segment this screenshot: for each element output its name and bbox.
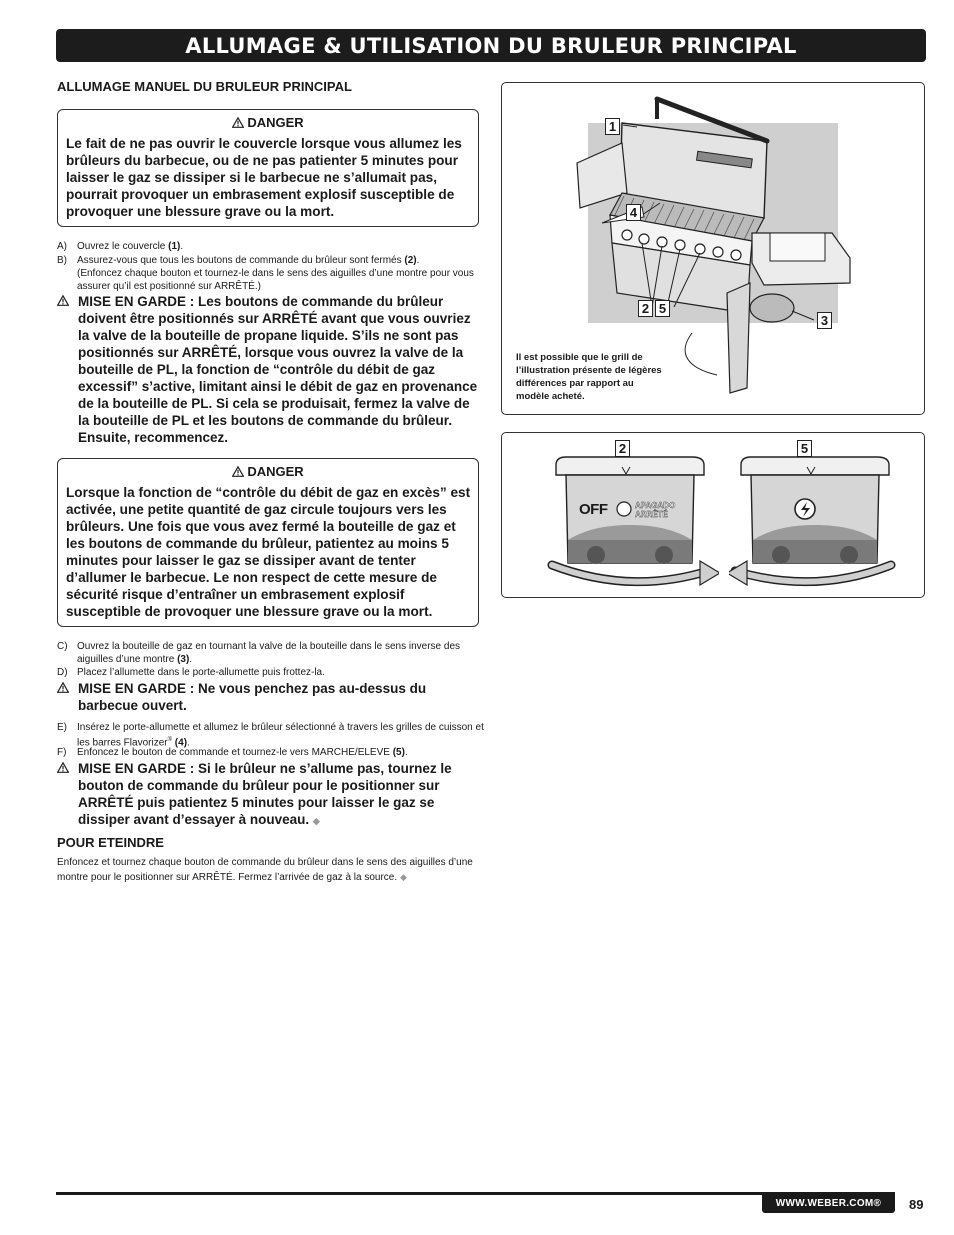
figure-caption: Il est possible que le grill de l’illustration présente de légères différences par rapport au modèle acheté. bbox=[516, 352, 662, 402]
danger-box-1 bbox=[57, 109, 479, 227]
danger-body: Lorsque la fonction de “contrôle du débit de gaz en excès” est activée, une petite quantité de gaz circule toujours vers les brûleurs. Une fois que vous avez fermé la bouteille de gaz et les boutons de commande du brûleur, patientez au moins 5 minutes pour laisser le gaz se dissiper avant de tenter d’allumer le barbecue. Le non respect de cette mesure de sécurité risque d’entraîner un embrasement explosif susceptible de provoquer une blessure grave ou la mort. bbox=[66, 485, 471, 619]
warning-icon bbox=[57, 762, 69, 773]
step-d: D) Placez l’allumette dans le porte-allumette puis frottez-la. bbox=[57, 667, 325, 678]
warning-icon bbox=[57, 295, 69, 306]
danger-box-2 bbox=[57, 458, 479, 627]
callout-knob-on: 5 bbox=[797, 440, 812, 457]
callout-knobs-on: 5 bbox=[655, 300, 670, 317]
step-a: A) Ouvrez le couvercle (1). bbox=[57, 241, 184, 252]
step-c: C) Ouvrez la bouteille de gaz en tournant la valve de la bouteille dans le sens inverse des aiguilles d’une montre (3). bbox=[57, 641, 461, 665]
page-number: 89 bbox=[909, 1197, 924, 1212]
knob-off-text: APAGADO ARRÊTÉ bbox=[635, 501, 676, 519]
warning-icon bbox=[57, 682, 69, 693]
section-title: POUR ETEINDRE bbox=[57, 835, 164, 850]
danger-body: Le fait de ne pas ouvrir le couvercle lorsque vous allumez les brûleurs du barbecue, ou de ne pas patienter 5 minutes pour laisser le gaz se dissiper si le barbecue ne s’allumait pas, pourrait provoquer un embrasement explosif susceptible de provoquer une blessure grave ou la mort. bbox=[66, 136, 462, 219]
section-body: Enfoncez et tournez chaque bouton de commande du brûleur dans le sens des aiguilles d’une montre pour le positionner sur ARRÊTÉ. Fermez l’arrivée de gaz à la source. ◆ bbox=[57, 857, 473, 883]
caution-2: MISE EN GARDE : Ne vous penchez pas au-dessus du barbecue ouvert. bbox=[57, 680, 482, 714]
callout-knob-off: 2 bbox=[615, 440, 630, 457]
warning-icon bbox=[232, 466, 244, 477]
caution-3: MISE EN GARDE : Si le brûleur ne s’allume pas, tournez le bouton de commande du brûleur pour le positionner sur ARRÊTÉ puis patientez 5 minutes pour laisser le gaz se dissiper avant d’essayer à nouveau. ◆ bbox=[57, 760, 482, 830]
page-banner: ALLUMAGE & UTILISATION DU BRULEUR PRINCIPAL bbox=[56, 29, 926, 62]
step-f: F) Enfoncez le bouton de commande et tournez-le vers MARCHE/ELEVE (5). bbox=[57, 747, 408, 758]
knob-off-label: OFF bbox=[579, 501, 608, 518]
warning-icon bbox=[232, 117, 244, 128]
callout-lid: 1 bbox=[605, 118, 620, 135]
callout-grates: 4 bbox=[626, 204, 641, 221]
end-mark-icon: ◆ bbox=[312, 816, 320, 826]
knob-figure bbox=[501, 432, 925, 598]
danger-title: DANGER bbox=[58, 464, 478, 479]
section-title: ALLUMAGE MANUEL DU BRULEUR PRINCIPAL bbox=[57, 79, 352, 94]
danger-title: DANGER bbox=[58, 115, 478, 130]
callout-knobs-off: 2 bbox=[638, 300, 653, 317]
step-b: B) Assurez-vous que tous les boutons de commande du brûleur sont fermés (2). (Enfoncez chaque bouton et tournez-le dans le sens des aiguilles d’une montre pour vous assurer qu’il est positionné sur ARRÊTÉ.) bbox=[57, 255, 474, 292]
caution-1: MISE EN GARDE : Les boutons de commande du brûleur doivent être positionnés sur ARRÊTÉ avant que vous ouvriez la valve de la bouteille de propane liquide. S’ils ne sont pas positionnés sur ARRÊTÉ, lorsque vous ouvrez la valve de la bouteille de PL, la fonction de “contrôle du débit de gaz excessif” s’active, limitant ainsi le débit de gaz en provenance de la bouteille de PL. Si cela se produisait, fermez la valve de la bouteille de PL et les boutons de commande du brûleur. Ensuite, recommencez. bbox=[57, 293, 482, 446]
grill-figure bbox=[501, 82, 925, 415]
callout-tank-valve: 3 bbox=[817, 312, 832, 329]
website-link[interactable]: WWW.WEBER.COM® bbox=[762, 1195, 895, 1213]
step-e: E) Insérez le porte-allumette et allumez le brûleur sélectionné à travers les grilles de cuisson et les barres Flavorizer® (4). bbox=[57, 722, 484, 749]
knob-on-illustration bbox=[729, 445, 904, 595]
end-mark-icon: ◆ bbox=[399, 872, 407, 882]
knob-off-illustration bbox=[544, 445, 719, 595]
